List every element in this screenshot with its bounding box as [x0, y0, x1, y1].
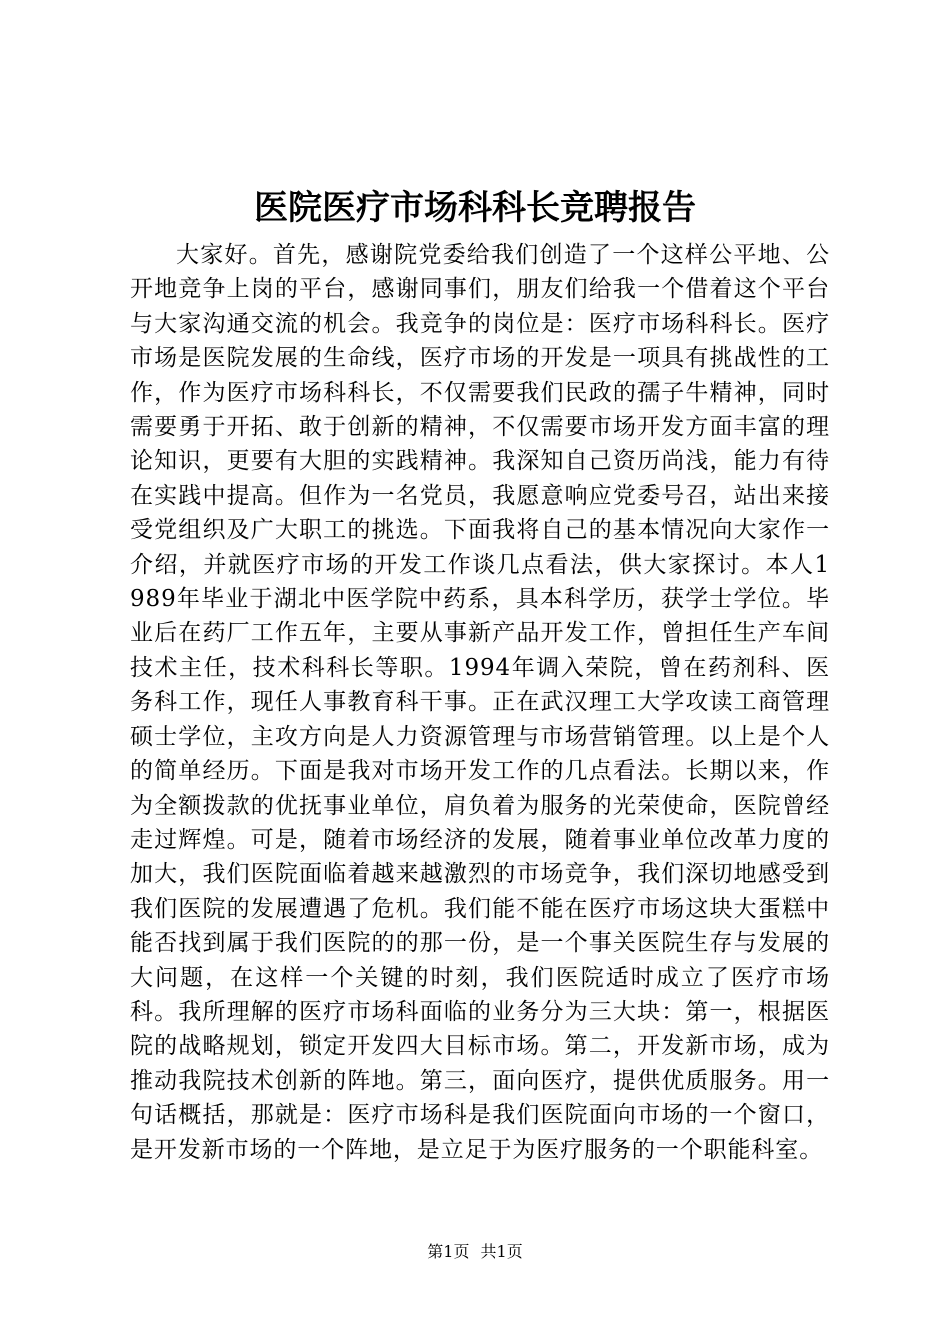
- document-body-paragraph: 大家好。首先，感谢院党委给我们创造了一个这样公平地、公开地竞争上岗的平台，感谢同事们，朋友们给我一个借着这个平台与大家沟通交流的机会。我竞争的岗位是：医疗市场科科长。医疗市场是医院发展的生命线，医疗市场的开发是一项具有挑战性的工作，作为医疗市场科科长，不仅需要我们民政的孺子牛精神，同时需要勇于开拓、敢于创新的精神，不仅需要市场开发方面丰富的理论知识，更要有大胆的实践精神。我深知自己资历尚浅，能力有待在实践中提高。但作为一名党员，我愿意响应党委号召，站出来接受党组织及广大职工的挑选。下面我将自己的基本情况向大家作一介绍，并就医疗市场的开发工作谈几点看法，供大家探讨。本人1989年毕业于湖北中医学院中药系，具本科学历，获学士学位。毕业后在药厂工作五年，主要从事新产品开发工作，曾担任生产车间技术主任，技术科科长等职。1994年调入荣院，曾在药剂科、医务科工作，现任人事教育科干事。正在武汉理工大学攻读工商管理硕士学位，主攻方向是人力资源管理与市场营销管理。以上是个人的简单经历。下面是我对市场开发工作的几点看法。长期以来，作为全额拨款的优抚事业单位，肩负着为服务的光荣使命，医院曾经走过辉煌。可是，随着市场经济的发展，随着事业单位改革力度的加大，我们医院面临着越来越激烈的市场竞争，我们深切地感受到我们医院的发展遭遇了危机。我们能不能在医疗市场这块大蛋糕中能否找到属于我们医院的的那一份，是一个事关医院生存与发展的大问题，在这样一个关键的时刻，我们医院适时成立了医疗市场科。我所理解的医疗市场科面临的业务分为三大块：第一，根据医院的战略规划，锁定开发四大目标市场。第二，开发新市场，成为推动我院技术创新的阵地。第三，面向医疗，提供优质服务。用一句话概括，那就是：医疗市场科是我们医院面向市场的一个窗口，是开发新市场的一个阵地，是立足于为医疗服务的一个职能科室。: [130, 242, 830, 1163]
- page-number: 第1页: [427, 1242, 470, 1261]
- page-total: 共1页: [480, 1242, 523, 1261]
- page-footer: [0, 1240, 950, 1264]
- document-title: 医院医疗市场科科长竞聘报告: [254, 188, 696, 228]
